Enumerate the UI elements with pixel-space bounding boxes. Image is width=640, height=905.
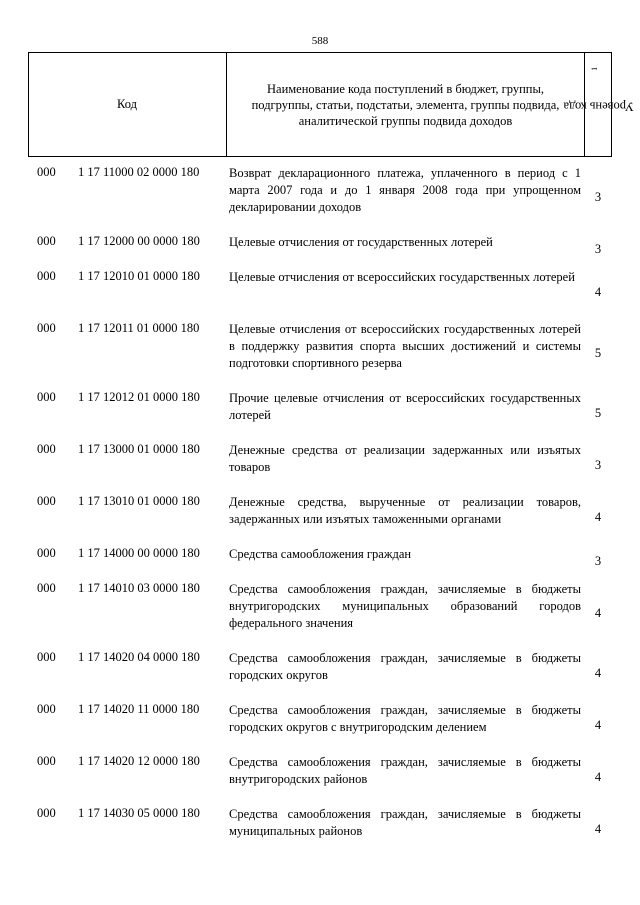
table-row bbox=[0, 165, 640, 216]
row-admin-code: 000 bbox=[37, 546, 56, 560]
row-level: 3 bbox=[594, 242, 602, 256]
table-row bbox=[0, 494, 640, 528]
row-admin-code: 000 bbox=[37, 165, 56, 179]
row-name: Денежные средства, вырученные от реализации товаров, задержанных или изъятых таможенными органами bbox=[229, 495, 581, 526]
row-level: 4 bbox=[594, 822, 602, 836]
page-number: 588 bbox=[311, 35, 329, 47]
row-revenue-code: 1 17 12000 00 0000 180 bbox=[78, 234, 200, 248]
row-name: Средства самообложения граждан, зачисляемые в бюджеты городских округов bbox=[229, 651, 581, 682]
row-admin-code: 000 bbox=[37, 806, 56, 820]
row-level: 4 bbox=[594, 606, 602, 620]
row-name: Целевые отчисления от всероссийских государственных лотерей в поддержку развития спорта высших достижений и системы подготовки спортивного резерва bbox=[229, 322, 581, 370]
row-admin-code: 000 bbox=[37, 754, 56, 768]
header-level-footnote: 1 bbox=[590, 67, 600, 72]
row-name: Целевые отчисления от государственных лотерей bbox=[229, 235, 493, 249]
row-level: 3 bbox=[594, 554, 602, 568]
table-row bbox=[0, 581, 640, 632]
row-admin-code: 000 bbox=[37, 234, 56, 248]
row-revenue-code: 1 17 13000 01 0000 180 bbox=[78, 442, 200, 456]
row-admin-code: 000 bbox=[37, 390, 56, 404]
row-level: 4 bbox=[594, 666, 602, 680]
header-level bbox=[563, 53, 635, 156]
table-row bbox=[0, 546, 640, 568]
row-revenue-code: 1 17 12010 01 0000 180 bbox=[78, 269, 200, 283]
row-admin-code: 000 bbox=[37, 442, 56, 456]
row-name: Средства самообложения граждан, зачисляемые в бюджеты внутригородских муниципальных образований городов федерального значения bbox=[229, 582, 581, 630]
row-name: Прочие целевые отчисления от всероссийских государственных лотерей bbox=[229, 391, 581, 422]
table-row bbox=[0, 442, 640, 476]
row-name: Средства самообложения граждан bbox=[229, 547, 412, 561]
table-header bbox=[28, 52, 635, 157]
header-level-label: Уровень кода bbox=[563, 100, 635, 114]
row-level: 3 bbox=[594, 190, 602, 204]
row-admin-code: 000 bbox=[37, 581, 56, 595]
row-admin-code: 000 bbox=[37, 321, 56, 335]
row-revenue-code: 1 17 14010 03 0000 180 bbox=[78, 581, 200, 595]
row-level: 4 bbox=[594, 770, 602, 784]
header-code: Код bbox=[117, 97, 137, 111]
row-revenue-code: 1 17 14020 12 0000 180 bbox=[78, 754, 200, 768]
table-row bbox=[0, 390, 640, 424]
row-revenue-code: 1 17 14020 11 0000 180 bbox=[78, 702, 200, 716]
row-admin-code: 000 bbox=[37, 269, 56, 283]
table-row bbox=[0, 754, 640, 788]
table-row bbox=[0, 269, 640, 303]
row-level: 5 bbox=[594, 346, 602, 360]
row-level: 3 bbox=[594, 458, 602, 472]
row-name: Средства самообложения граждан, зачисляемые в бюджеты городских округов с внутригородским делением bbox=[229, 703, 581, 734]
row-admin-code: 000 bbox=[37, 650, 56, 664]
table-row bbox=[0, 234, 640, 256]
row-name: Средства самообложения граждан, зачисляемые в бюджеты внутригородских районов bbox=[229, 755, 581, 786]
row-admin-code: 000 bbox=[37, 494, 56, 508]
row-level: 5 bbox=[594, 406, 602, 420]
row-level: 4 bbox=[594, 718, 602, 732]
table-row bbox=[0, 806, 640, 840]
row-level: 4 bbox=[594, 510, 602, 524]
row-revenue-code: 1 17 14020 04 0000 180 bbox=[78, 650, 200, 664]
row-revenue-code: 1 17 14030 05 0000 180 bbox=[78, 806, 200, 820]
row-name: Возврат декларационного платежа, уплаченного в период с 1 марта 2007 года и до 1 января 2008 года при упрощенном декларировании доходов bbox=[229, 166, 581, 214]
row-revenue-code: 1 17 12012 01 0000 180 bbox=[78, 390, 200, 404]
table-row bbox=[0, 702, 640, 736]
row-revenue-code: 1 17 12011 01 0000 180 bbox=[78, 321, 200, 335]
row-name: Целевые отчисления от всероссийских государственных лотерей bbox=[229, 270, 575, 284]
header-name: Наименование кода поступлений в бюджет, группы, подгруппы, статьи, подстатьи, элемента, группы подвида, аналитической группы подвида доходов bbox=[251, 81, 560, 128]
row-revenue-code: 1 17 14000 00 0000 180 bbox=[78, 546, 200, 560]
row-admin-code: 000 bbox=[37, 702, 56, 716]
row-level: 4 bbox=[594, 285, 602, 299]
table-row bbox=[0, 321, 640, 372]
row-revenue-code: 1 17 13010 01 0000 180 bbox=[78, 494, 200, 508]
table-row bbox=[0, 650, 640, 684]
row-name: Средства самообложения граждан, зачисляемые в бюджеты муниципальных районов bbox=[229, 807, 581, 838]
row-revenue-code: 1 17 11000 02 0000 180 bbox=[78, 165, 200, 179]
row-name: Денежные средства от реализации задержанных или изъятых товаров bbox=[229, 443, 581, 474]
